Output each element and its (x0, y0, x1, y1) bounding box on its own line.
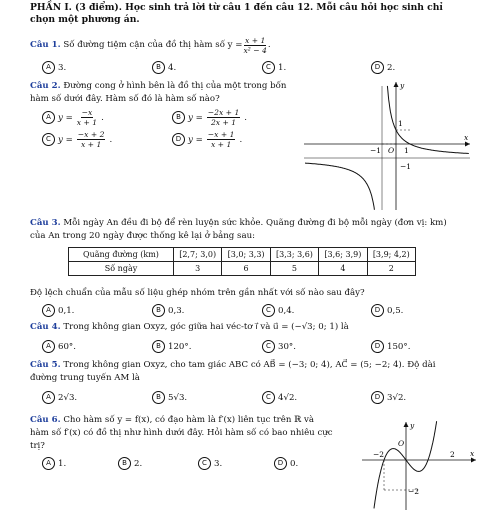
q4-option-b[interactable]: B 120°. (152, 340, 191, 353)
q1-option-a[interactable]: A 3. (42, 61, 66, 74)
option-letter: A (42, 61, 55, 74)
q3-option-b[interactable]: B 0,3. (152, 304, 184, 317)
option-letter: D (371, 61, 384, 74)
question-2-line1: Câu 2. Đường cong ở hình bên là đồ thị của một trong bốn (30, 81, 287, 91)
q2-option-a[interactable]: A y = $\frac{-x}{x + 1}$ . (42, 108, 104, 127)
q3-table (68, 247, 416, 276)
q6-option-a[interactable]: A 1. (42, 457, 66, 470)
q5-option-c[interactable]: C 4√2. (262, 391, 297, 404)
table-row: Số ngày 3 6 5 4 2 (69, 262, 416, 276)
q1-option-c[interactable]: C 1. (262, 61, 286, 74)
q4-option-a[interactable]: A 60°. (42, 340, 76, 353)
curve-left-branch (305, 163, 374, 210)
q6-graph (358, 418, 480, 512)
tick-1-x: 1 (404, 146, 409, 155)
q5-option-d[interactable]: D 3√2. (371, 391, 406, 404)
tick-neg2-x: −2 (373, 450, 385, 459)
q2-option-c[interactable]: C y = $\frac{-x + 2}{x + 1}$ . (42, 130, 112, 149)
question-3-line2: của An trong 20 ngày được thống kê lại ở bảng sau: (30, 231, 255, 241)
q1-option-d[interactable]: D 2. (371, 61, 395, 74)
q3-option-d[interactable]: D 0,5. (371, 304, 403, 317)
q4-option-c[interactable]: C 30°. (262, 340, 296, 353)
option-letter: C (262, 61, 275, 74)
q6-option-d[interactable]: D 0. (274, 457, 298, 470)
q5-option-b[interactable]: B 5√3. (152, 391, 187, 404)
q1-option-b[interactable]: B 4. (152, 61, 176, 74)
q5-option-a[interactable]: A 2√3. (42, 391, 77, 404)
question-2-line2: hàm số dưới đây. Hàm số đó là hàm số nào? (30, 94, 220, 104)
fraction: $\frac{x + 1}{\text{x² − 4}}$ (243, 36, 267, 55)
x-label: x (470, 449, 475, 458)
question-6-line3: trị? (30, 441, 45, 451)
question-6-line2: hàm số f′(x) có đồ thị như hình dưới đây. Hỏi hàm số có bao nhiêu cực (30, 428, 333, 438)
x-axis-arrow (471, 458, 476, 463)
y-label: y (400, 81, 405, 90)
q2-option-b[interactable]: B y = $\frac{-2x + 1}{2x + 1}$ . (172, 108, 247, 127)
tick-2-x: 2 (450, 450, 455, 459)
origin-label: O (398, 439, 405, 448)
question-text: Số đường tiệm cận của đồ thị hàm số y = (63, 40, 243, 50)
derivative-curve (374, 421, 437, 508)
y-axis-arrow (404, 422, 409, 427)
question-1: Câu 1. Số đường tiệm cận của đồ thị hàm số y = $\frac{x + 1}{\text{x² − 4}}$ . (30, 36, 271, 55)
part-header-line2: chọn một phương án. (30, 14, 140, 25)
question-3-question: Độ lệch chuẩn của mẫu số liệu ghép nhóm trên gần nhất với số nào sau đây? (30, 288, 365, 298)
q2-graph (300, 78, 476, 214)
question-5-line2: đường trung tuyến AM là (30, 373, 140, 383)
x-label: x (464, 133, 469, 142)
question-6-line1: Câu 6. Cho hàm số y = f(x), có đạo hàm là f′(x) liên tục trên ℝ và (30, 415, 314, 425)
question-5-line1: Câu 5. Trong không gian Oxyz, cho tam giác ABC có AB⃗ = (−3; 0; 4), AC⃗ = (5; −2; 4). Độ dài (30, 360, 436, 370)
question-label: Câu 1. (30, 40, 61, 50)
q6-option-b[interactable]: B 2. (118, 457, 142, 470)
tick-1-y: 1 (398, 119, 403, 128)
tick-neg1-y: −1 (400, 162, 412, 171)
part-header-line1: PHẦN I. (3 điểm). Học sinh trả lời từ câu 1 đến câu 12. Mỗi câu hỏi học sinh chỉ (30, 2, 443, 13)
origin-label: O (388, 146, 395, 155)
y-label: y (410, 421, 415, 430)
tick-neg1-x: −1 (370, 146, 382, 155)
option-letter: B (152, 61, 165, 74)
y-axis-arrow (394, 82, 399, 87)
q3-option-a[interactable]: A 0,1. (42, 304, 74, 317)
tick-neg2-y: −2 (408, 487, 420, 496)
q3-option-c[interactable]: C 0,4. (262, 304, 294, 317)
x-axis-arrow (465, 142, 470, 147)
q6-option-c[interactable]: C 3. (198, 457, 222, 470)
question-4: Câu 4. Trong không gian Oxyz, góc giữa hai véc-tơ i⃗ và u⃗ = (−√3; 0; 1) là (30, 322, 349, 332)
q4-option-d[interactable]: D 150°. (371, 340, 410, 353)
table-header-row: Quãng đường (km) [2,7; 3,0) [3,0; 3,3) [3,3; 3,6) [3,6; 3,9) [3,9; 4,2) (69, 248, 416, 262)
question-3-line1: Câu 3. Mỗi ngày An đều đi bộ để rèn luyện sức khỏe. Quãng đường đi bộ mỗi ngày (đơn vị: km) (30, 218, 447, 228)
q2-option-d[interactable]: D y = $\frac{-x + 1}{x + 1}$ . (172, 130, 242, 149)
